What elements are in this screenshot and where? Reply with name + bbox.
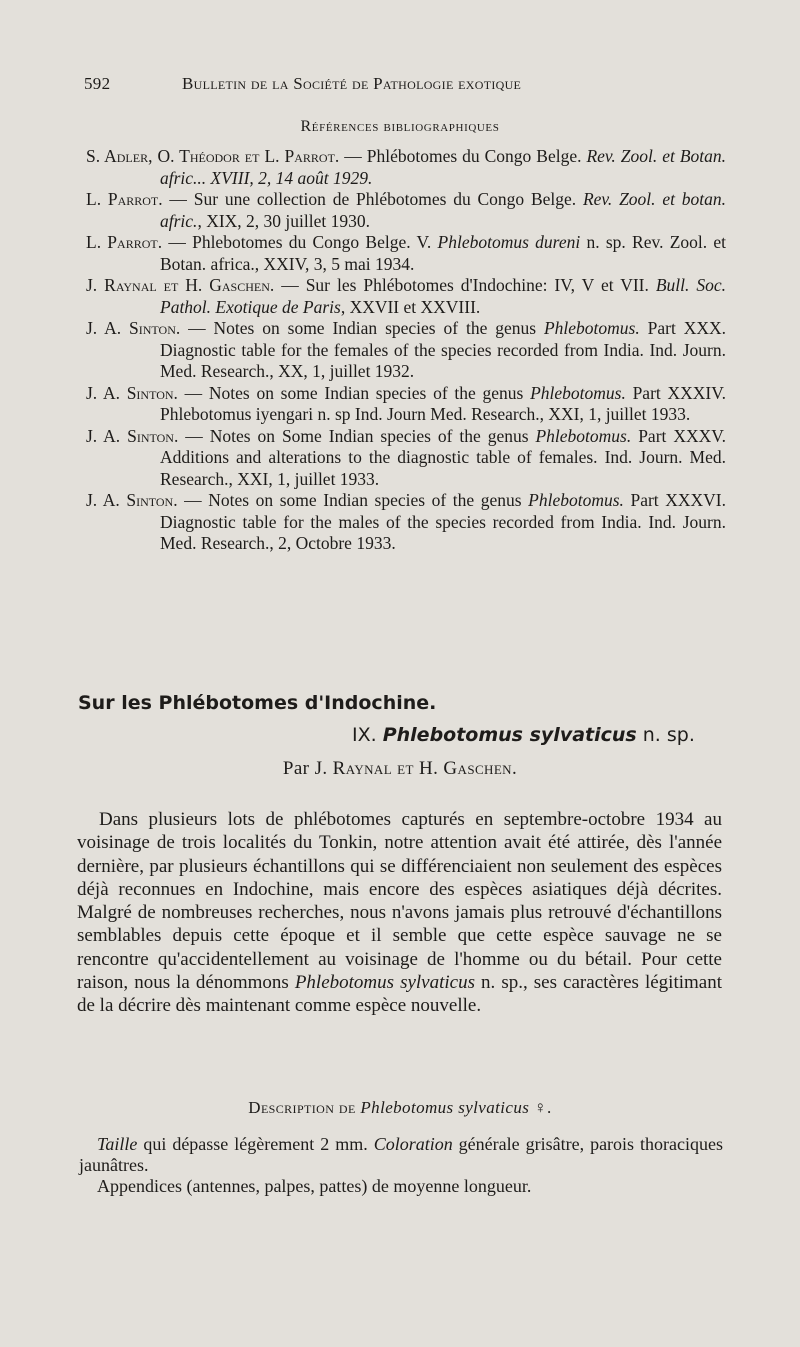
reference-item	[86, 232, 726, 275]
journal-title: Bulletin de la Société de Pathologie exotique	[182, 74, 522, 93]
reference-item	[86, 426, 726, 491]
article-title: Sur les Phlébotomes d'Indochine.	[78, 692, 437, 714]
subtitle-suffix: n. sp.	[642, 724, 695, 746]
description-text	[79, 1134, 723, 1197]
reference-source: Rev. Zool. et botan. afric.	[160, 189, 726, 231]
page-number: 592	[84, 74, 111, 93]
reference-details: n. sp. Rev. Zool. et Botan. africa., XXIV, 3, 5 mai 1934.	[160, 232, 726, 274]
reference-source: Phlebotomus.	[530, 382, 626, 403]
paragraph-main: Dans plusieurs lots de phlébotomes capturés en septembre-octobre 1934 au voisinage de trois localités du Tonkin, notre attention avait été attirée, dès l'année dernière, par plusieurs échantillons qui se différenciaient non seulement des espèces déjà reconnues en Indochine, mais encore des espèces asiatiques déjà décrites. Malgré de nombreuses recherches, nous n'avons jamais plus retrouvé d'échantillons semblables depuis cette époque et il semble que cette espèce sauvage ne se rencontre qu'accidentellement au voisinage de l'homme ou du bétail. Pour cette raison, nous la dénommons	[77, 809, 722, 994]
description-species: Phlebotomus sylvaticus	[360, 1098, 530, 1117]
reference-source: Phlebotomus.	[535, 425, 632, 446]
byline-prefix: Par	[282, 758, 310, 779]
reference-text: — Notes on some Indian species of the genus	[180, 318, 544, 338]
reference-text: — Phlébotomes du Congo Belge.	[339, 146, 587, 166]
reference-text: — Phlebotomes du Congo Belge. V.	[162, 232, 438, 252]
reference-authors: J. A. Sinton.	[86, 318, 181, 338]
reference-details: Part XXXIV. Phlebotomus iyengari n. sp Ind. Journ Med. Research., XXI, 1, juillet 1933.	[160, 382, 726, 424]
reference-item	[86, 275, 726, 318]
reference-item	[86, 318, 726, 383]
description-heading	[0, 1098, 800, 1118]
coloration-label: Coloration	[373, 1134, 453, 1154]
reference-authors: J. A. Sinton.	[86, 382, 178, 403]
byline	[0, 758, 800, 780]
appendices-text: Appendices (antennes, palpes, pattes) de moyenne longueur.	[97, 1176, 532, 1196]
references-list	[86, 146, 726, 555]
reference-item	[86, 189, 726, 232]
reference-text: — Sur les Phlébotomes d'Indochine: IV, V et VII.	[274, 275, 656, 295]
reference-source: Bull. Soc. Pathol. Exotique de Paris	[160, 275, 726, 317]
subtitle-species: Phlebotomus sylvaticus	[382, 724, 637, 746]
reference-authors: S. Adler, O. Théodor et L. Parrot.	[86, 146, 340, 166]
body-paragraph	[77, 808, 722, 1018]
subtitle-number: IX.	[352, 724, 377, 746]
female-symbol: ♀.	[533, 1098, 552, 1117]
reference-source: Phlebotomus.	[528, 490, 624, 510]
reference-authors: J. A. Sinton.	[86, 425, 179, 446]
reference-details: Part XXX. Diagnostic table for the females of the species recorded from India. Ind. Journ. Med. Research., XX, 1, juillet 1932.	[160, 318, 726, 381]
reference-text: — Notes on Some Indian species of the genus	[178, 425, 536, 446]
reference-item	[86, 490, 726, 555]
reference-source: Phlebotomus.	[543, 318, 640, 338]
taille-label: Taille	[97, 1134, 138, 1154]
reference-text: — Sur une collection de Phlébotomes du Congo Belge.	[162, 189, 583, 209]
references-heading: Références bibliographiques	[300, 118, 500, 135]
reference-authors: J. Raynal et H. Gaschen.	[86, 275, 275, 295]
taille-text: qui dépasse légèrement 2 mm.	[137, 1134, 374, 1154]
reference-details: , XIX, 2, 30 juillet 1930.	[197, 210, 370, 231]
reference-details: Part XXXV. Additions and alterations to the diagnostic table of females. Ind. Journ. Med. Research., XXI, 1, juillet 1933.	[160, 425, 726, 489]
reference-details: , XXVII et XXVIII.	[340, 296, 481, 317]
reference-source: Phlebotomus dureni	[437, 232, 581, 252]
paragraph-end: n. sp., ses caractères légitimant de la décrire dès maintenant comme espèce nouvelle.	[77, 972, 723, 1017]
article-subtitle	[352, 724, 695, 746]
coloration-text: générale grisâtre, parois thoraciques jaunâtres.	[79, 1134, 724, 1175]
reference-text: — Notes on some Indian species of the genus	[177, 382, 531, 403]
reference-item	[86, 146, 726, 189]
byline-authors: J. Raynal et H. Gaschen.	[314, 758, 518, 779]
reference-item	[86, 383, 726, 426]
reference-text: — Notes on some Indian species of the genus	[177, 490, 529, 510]
reference-authors: L. Parrot.	[86, 189, 163, 209]
reference-authors: L. Parrot.	[86, 232, 163, 252]
reference-authors: J. A. Sinton.	[86, 490, 178, 510]
paragraph-species: Phlebotomus sylvaticus	[294, 972, 475, 994]
description-label: Description de	[248, 1098, 356, 1117]
reference-source: Rev. Zool. et Botan. afric... XVIII, 2, 14 août 1929.	[160, 146, 726, 188]
reference-details: Part XXXVI. Diagnostic table for the males of the species recorded from India. Ind. Journ. Med. Research., 2, Octobre 1933.	[160, 490, 726, 553]
